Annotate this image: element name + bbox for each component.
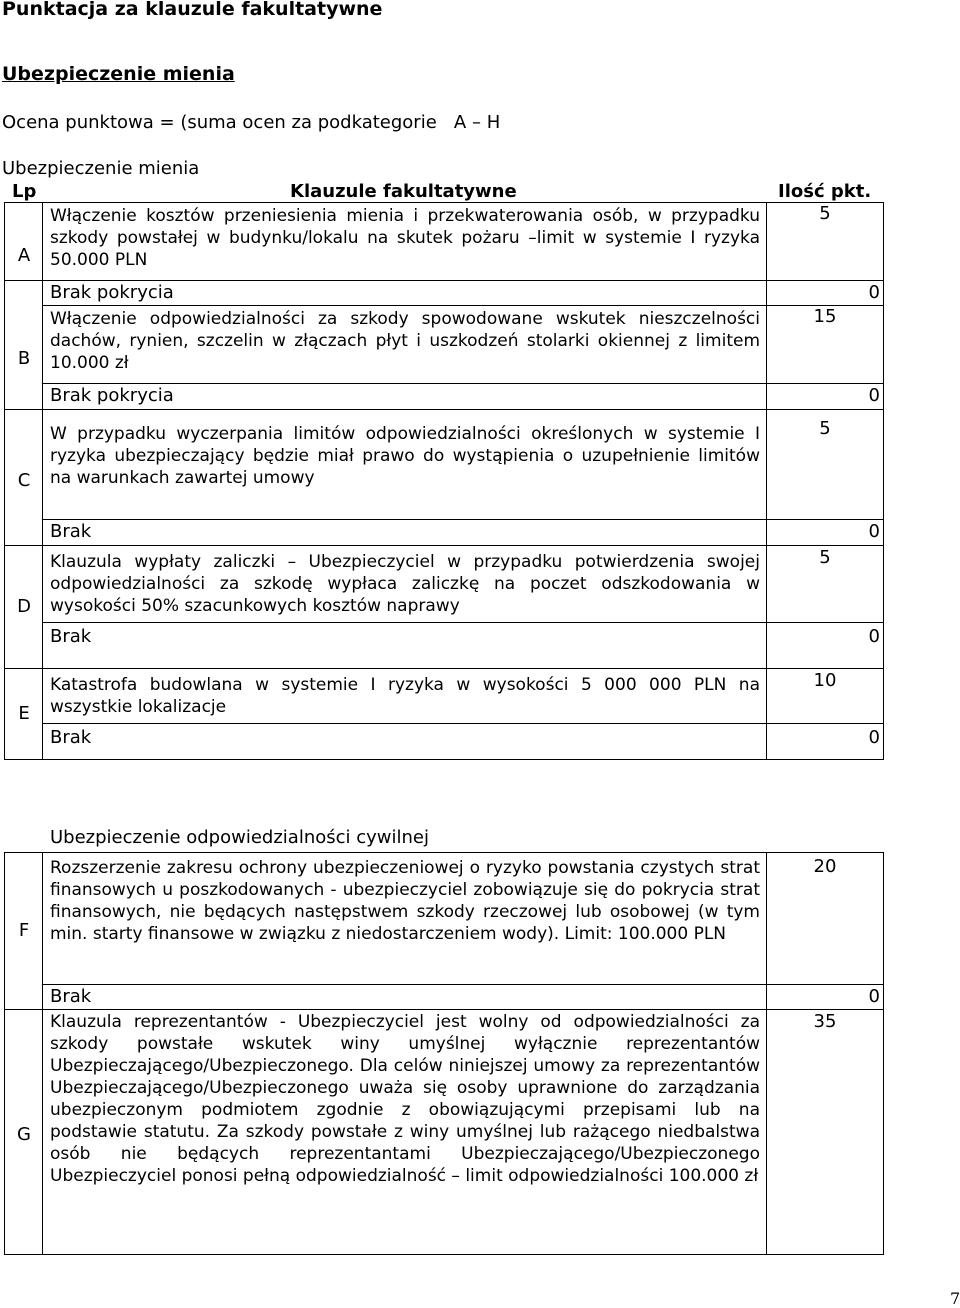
document-heading: Punktacja za klauzule fakultatywne: [2, 0, 383, 20]
row-lp: C: [17, 470, 31, 491]
clause-text: Katastrofa budowlana w systemie I ryzyka w wysokości 5 000 000 PLN na wszystkie lokalizacje: [50, 675, 760, 717]
no-coverage-label: Brak pokrycia: [50, 385, 174, 406]
no-coverage-points: 0: [868, 385, 880, 406]
header-clause: Klauzule fakultatywne: [290, 181, 517, 202]
clause-text: Rozszerzenie zakresu ochrony ubezpieczeniowej o ryzyko powstania czystych strat finansowych u poszkodowanych - ubezpieczyciel zobowiązuje się do pokrycia strat finansowych, nie będących następstwem szkody rzeczowej lub osobowej (w tym min. starty finansowe w związku z niedostarczeniem wody). Limit: 100.000 PLN: [50, 858, 760, 944]
no-coverage-label: Brak pokrycia: [50, 282, 174, 303]
row-lp: F: [18, 920, 30, 941]
clause-points: 10: [813, 670, 837, 691]
row-lp: G: [17, 1124, 31, 1145]
row-lp: B: [17, 348, 31, 369]
clause-points: 5: [819, 547, 831, 568]
no-coverage-label: Brak: [50, 986, 92, 1007]
clause-text: W przypadku wyczerpania limitów odpowiedzialności określonych w systemie I ryzyka ubezpieczający będzie miał prawo do wystąpienia o uzupełnienie limitów na warunkach zawartej umowy: [50, 424, 760, 488]
clause-text: Klauzula wypłaty zaliczki – Ubezpieczyciel w przypadku potwierdzenia swojej odpowiedzialności za szkodę wypłaca zaliczkę na poczet odszkodowania w wysokości 50% szacunkowych kosztów naprawy: [50, 552, 760, 616]
clause-text: Włączenie kosztów przeniesienia mienia i przekwaterowania osób, w przypadku szkody powstałej w budynku/lokalu na skutek pożaru –limit w systemie I ryzyka 50.000 PLN: [50, 206, 760, 270]
header-points: Ilość pkt.: [778, 181, 872, 202]
clause-text: Włączenie odpowiedzialności za szkody spowodowane wskutek nieszczelności dachów, rynien, szczelin w złączach płyt i uszkodzeń stolarki okiennej z limitem 10.000 zł: [50, 309, 760, 373]
clause-points: 5: [819, 203, 831, 224]
no-coverage-points: 0: [868, 727, 880, 748]
no-coverage-points: 0: [868, 626, 880, 647]
row-lp: E: [18, 703, 30, 724]
clause-text: Klauzula reprezentantów - Ubezpieczyciel jest wolny od odpowiedzialności za szkody powstałe wskutek winy umyślnej wyłącznie reprezentantów Ubezpieczającego/Ubezpieczonego. Dla celów niniejszej umowy za reprezentantów Ubezpieczającego/Ubezpieczonego uważa się osoby uprawnione do zarządzania ubezpieczonym podmiotem zgodnie z obowiązującymi przepisami lub na podstawie statutu. Za szkody powstałe z winy umyślnej lub rażącego niedbalstwa osób nie będących reprezentantami Ubezpieczającego/Ubezpieczonego Ubezpieczyciel ponosi pełną odpowiedzialność – limit odpowiedzialności 100.000 zł: [50, 1012, 760, 1186]
clause-points: 35: [813, 1011, 837, 1032]
no-coverage-label: Brak: [50, 521, 92, 542]
row-lp: D: [17, 596, 31, 617]
liability-section-label: Ubezpieczenie odpowiedzialności cywilnej: [50, 827, 430, 848]
no-coverage-points: 0: [868, 282, 880, 303]
no-coverage-points: 0: [868, 521, 880, 542]
scoring-note: Ocena punktowa = (suma ocen za podkategorie A – H: [2, 112, 501, 133]
section-label: Ubezpieczenie mienia: [2, 158, 200, 179]
clause-points: 5: [819, 418, 831, 439]
no-coverage-label: Brak: [50, 727, 92, 748]
row-lp: A: [17, 245, 31, 266]
clause-points: 15: [813, 306, 837, 327]
no-coverage-label: Brak: [50, 626, 92, 647]
section-title: Ubezpieczenie mienia: [2, 63, 235, 85]
page-number: 7: [950, 1289, 960, 1308]
header-lp: Lp: [12, 181, 37, 202]
clause-points: 20: [813, 856, 837, 877]
no-coverage-points: 0: [868, 986, 880, 1007]
